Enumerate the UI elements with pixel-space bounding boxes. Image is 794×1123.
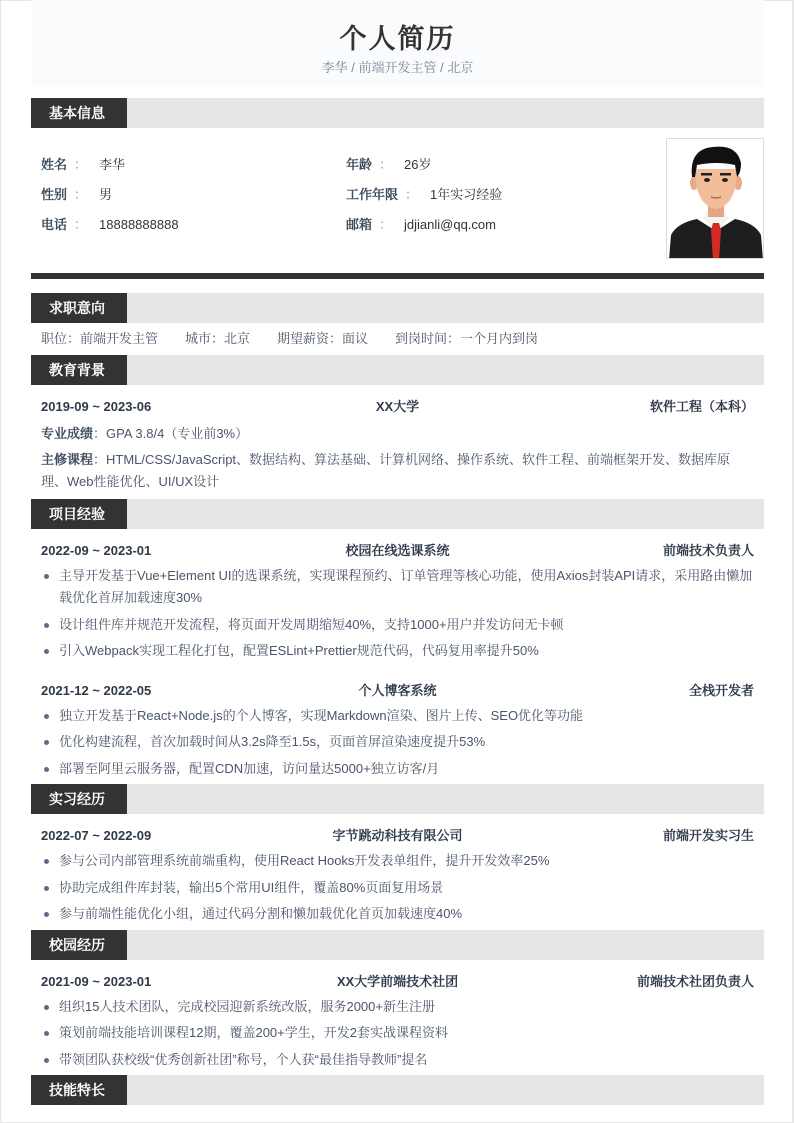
- intent-position: 职位：前端开发主管: [41, 331, 159, 346]
- entry-date: 2022-09 ~ 2023-01: [41, 543, 152, 558]
- field-label: 电话: [41, 217, 68, 232]
- field-label: 姓名: [41, 157, 68, 172]
- field-value: 1年实习经验: [430, 187, 503, 202]
- field-value: jdjianli@qq.com: [404, 217, 496, 232]
- section-header-basic: [31, 98, 764, 128]
- project-bullets: [31, 705, 764, 780]
- section-header-projects: [31, 499, 764, 529]
- info-years: [346, 180, 502, 210]
- avatar-illustration: [667, 139, 764, 259]
- entry-major: 软件工程（本科）: [649, 399, 754, 414]
- resume-page: [31, 0, 764, 1105]
- project-entry-header: [31, 677, 764, 705]
- entry-date: 2022-07 ~ 2022-09: [41, 828, 152, 843]
- info-grid: [41, 150, 641, 240]
- entry-project-name: 校园在线选课系统: [345, 543, 450, 558]
- project-bullets: [31, 565, 764, 662]
- entry-company: 字节跳动科技有限公司: [332, 828, 463, 843]
- entry-role: 前端技术负责人: [662, 543, 754, 558]
- section-title: 校园经历: [31, 930, 127, 960]
- entry-date: 2021-12 ~ 2022-05: [41, 682, 152, 698]
- entry-project-name: 个人博客系统: [358, 682, 437, 698]
- colon: ：: [379, 217, 393, 232]
- intent-arrival: 到岗时间：一个月内到岗: [395, 331, 539, 346]
- section-title: 基本信息: [31, 98, 127, 128]
- intent-city: 城市：北京: [185, 331, 251, 346]
- project-entry-header: [31, 537, 764, 565]
- colon: ：: [74, 157, 88, 172]
- section-title: 实习经历: [31, 784, 127, 814]
- bullet-item: 参与公司内部管理系统前端重构，使用React Hooks开发表单组件，提升开发效率25%: [41, 850, 754, 872]
- field-label: 邮箱: [346, 217, 373, 232]
- field-label: 年龄: [346, 157, 373, 172]
- entry-date: 2021-09 ~ 2023-01: [41, 973, 152, 989]
- section-title: 求职意向: [31, 293, 127, 323]
- info-email: [346, 210, 496, 240]
- intent-salary: 期望薪资：面议: [277, 331, 369, 346]
- field-value: 男: [99, 187, 113, 202]
- bullet-item: 设计组件库并规范开发流程，将页面开发周期缩短40%，支持1000+用户并发访问无卡顿: [41, 614, 754, 636]
- page-title: 个人简历: [339, 24, 456, 54]
- section-title: 项目经验: [31, 499, 127, 529]
- internship-entry-header: [31, 822, 764, 850]
- entry-date: 2019-09 ~ 2023-06: [41, 399, 152, 414]
- page-subtitle: 李华 / 前端开发主管 / 北京: [321, 60, 474, 75]
- info-row: [41, 180, 641, 210]
- info-row: [41, 150, 641, 180]
- colon: ：: [405, 187, 419, 202]
- courses-value: ：HTML/CSS/JavaScript、数据结构、算法基础、计算机网络、操作系统、软件工程、前端框架开发、数据库原理、Web性能优化、UI/UX设计: [41, 452, 731, 489]
- campus-entry-header: [31, 968, 764, 996]
- bullet-item: 参与前端性能优化小组，通过代码分割和懒加载优化首页加载速度40%: [41, 903, 754, 925]
- info-row: [41, 210, 641, 240]
- field-label: 工作年限: [346, 187, 399, 202]
- avatar-photo: [666, 138, 764, 259]
- colon: ：: [74, 217, 88, 232]
- gpa-label: 专业成绩: [41, 426, 94, 441]
- entry-school: XX大学: [375, 399, 420, 414]
- bullet-item: 带领团队获校级“优秀创新社团”称号，个人获“最佳指导教师”提名: [41, 1049, 754, 1071]
- section-header-campus: [31, 930, 764, 960]
- section-title: 技能特长: [31, 1075, 127, 1105]
- info-name: [41, 150, 125, 180]
- info-age: [346, 150, 432, 180]
- entry-org: XX大学前端技术社团: [336, 973, 459, 989]
- colon: ：: [379, 157, 393, 172]
- basic-info: [31, 128, 764, 273]
- field-value: 李华: [99, 157, 126, 172]
- entry-role: 前端技术社团负责人: [636, 973, 754, 989]
- info-gender: [41, 180, 112, 210]
- section-title: 教育背景: [31, 355, 127, 385]
- campus-bullets: [31, 996, 764, 1071]
- entry-role: 全栈开发者: [688, 682, 754, 698]
- field-value: 26岁: [404, 157, 432, 172]
- section-header-education: [31, 355, 764, 385]
- education-gpa: [31, 421, 764, 447]
- bullet-item: 独立开发基于React+Node.js的个人博客，实现Markdown渲染、图片上传、SEO优化等功能: [41, 705, 754, 727]
- bullet-item: 组织15人技术团队，完成校园迎新系统改版，服务2000+新生注册: [41, 996, 754, 1018]
- colon: ：: [74, 187, 88, 202]
- resume-header: [31, 0, 764, 86]
- bullet-item: 优化构建流程，首次加载时间从3.2s降至1.5s，页面首屏渲染速度提升53%: [41, 731, 754, 753]
- info-phone: [41, 210, 179, 240]
- internship-bullets: [31, 850, 764, 925]
- courses-label: 主修课程: [41, 452, 94, 467]
- job-intent: [31, 323, 764, 355]
- education-entry-header: [31, 393, 764, 421]
- education-courses: [31, 447, 764, 497]
- gpa-value: ：GPA 3.8/4（专业前3%）: [93, 426, 249, 441]
- section-header-intent: [31, 293, 764, 323]
- bullet-item: 协助完成组件库封装，输出5个常用UI组件，覆盖80%页面复用场景: [41, 877, 754, 899]
- bullet-item: 部署至阿里云服务器，配置CDN加速，访问量达5000+独立访客/月: [41, 758, 754, 780]
- bullet-item: 引入Webpack实现工程化打包，配置ESLint+Prettier规范代码，代码复用率提升50%: [41, 640, 754, 662]
- bullet-item: 主导开发基于Vue+Element UI的选课系统，实现课程预约、订单管理等核心功能，使用Axios封装API请求，采用路由懒加载优化首屏加载速度30%: [41, 565, 754, 609]
- field-label: 性别: [41, 187, 68, 202]
- entry-role: 前端开发实习生: [662, 828, 754, 843]
- section-header-skills: [31, 1075, 764, 1105]
- bullet-item: 策划前端技能培训课程12期，覆盖200+学生，开发2套实战课程资料: [41, 1022, 754, 1044]
- field-value: 18888888888: [99, 217, 179, 232]
- section-header-internship: [31, 784, 764, 814]
